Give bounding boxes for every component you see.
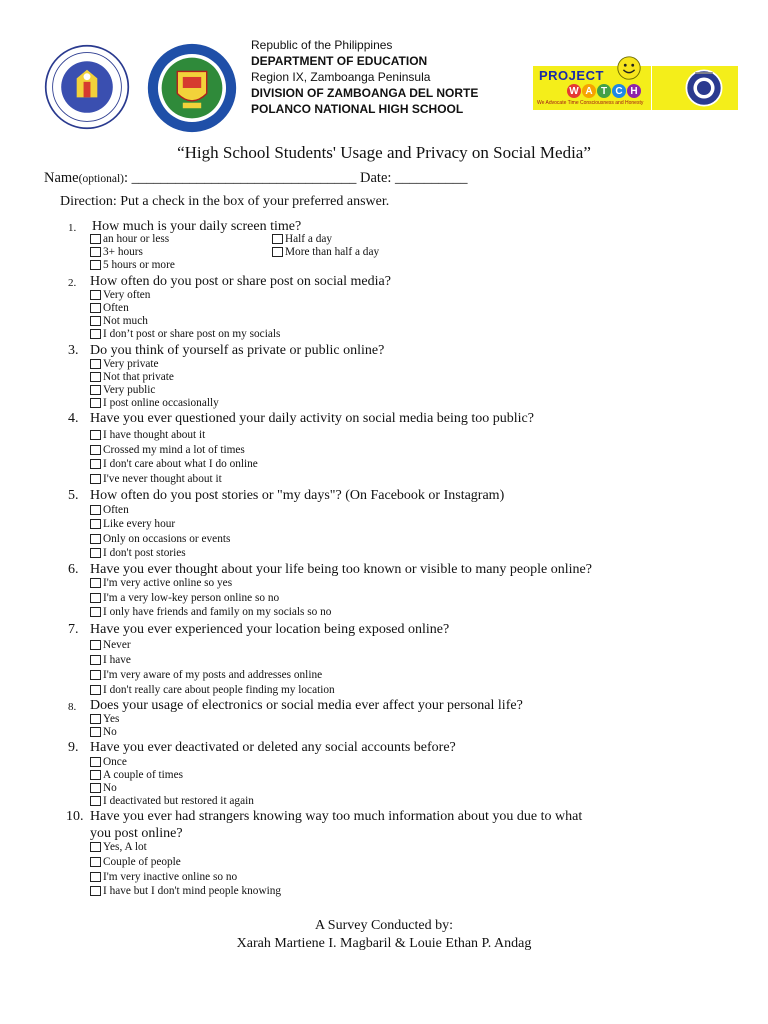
- checkbox[interactable]: [90, 872, 101, 882]
- answer-option-label: Often: [103, 504, 129, 516]
- answer-option-label: I'm very active online so yes: [103, 577, 233, 589]
- answer-option-label: Crossed my mind a lot of times: [103, 444, 245, 456]
- checkbox[interactable]: [90, 303, 101, 313]
- checkbox[interactable]: [90, 578, 101, 588]
- question-number: 8.: [68, 701, 77, 713]
- checkbox[interactable]: [272, 247, 283, 257]
- survey-title: “High School Students' Usage and Privacy on Social Media”: [177, 143, 591, 162]
- answer-option[interactable]: [90, 782, 117, 794]
- name-label: Name: [44, 170, 79, 186]
- question-number: 7.: [68, 622, 79, 637]
- question-text-continued: you post online?: [90, 826, 183, 841]
- answer-option[interactable]: [90, 246, 143, 258]
- answer-option-label: Couple of people: [103, 856, 181, 868]
- checkbox[interactable]: [90, 359, 101, 369]
- answer-option[interactable]: [90, 533, 230, 545]
- checkbox[interactable]: [90, 783, 101, 793]
- answer-option[interactable]: [90, 259, 175, 271]
- checkbox[interactable]: [90, 247, 101, 257]
- checkbox[interactable]: [90, 260, 101, 270]
- answer-option[interactable]: [90, 592, 279, 604]
- checkbox[interactable]: [90, 372, 101, 382]
- footer: [0, 917, 768, 953]
- answer-option[interactable]: [90, 518, 175, 530]
- checkbox[interactable]: [90, 290, 101, 300]
- answer-option-label: I don't really care about people finding my location: [103, 684, 335, 696]
- watch-letter: C: [612, 84, 626, 98]
- answer-option[interactable]: [90, 841, 147, 853]
- answer-option-label: I have thought about it: [103, 429, 206, 441]
- answer-option[interactable]: [90, 713, 119, 725]
- answer-option-label: No: [103, 782, 117, 794]
- answer-option-label: Often: [103, 302, 129, 314]
- answer-option[interactable]: [90, 654, 131, 666]
- watch-letter: W: [567, 84, 581, 98]
- header-school: POLANCO NATIONAL HIGH SCHOOL: [251, 102, 464, 116]
- name-date-line: [44, 170, 468, 187]
- answer-option[interactable]: [272, 233, 332, 245]
- answer-option[interactable]: [90, 856, 181, 868]
- answer-option-label: Never: [103, 639, 131, 651]
- watch-letter: A: [582, 84, 596, 98]
- checkbox[interactable]: [90, 593, 101, 603]
- question-text: Have you ever experienced your location being exposed online?: [90, 622, 450, 637]
- answer-option-label: Not much: [103, 315, 148, 327]
- footer-authors: Xarah Martiene I. Magbaril & Louie Ethan P. Andag: [236, 936, 532, 951]
- answer-option-label: I have but I don't mind people knowing: [103, 885, 282, 897]
- answer-option-label: I've never thought about it: [103, 473, 222, 485]
- project-tagline: We Advocate Time Consciousness and Honesty: [537, 100, 644, 106]
- date-label[interactable]: Date: __________: [356, 170, 468, 186]
- header-deped: DEPARTMENT OF EDUCATION: [251, 54, 428, 68]
- answer-option[interactable]: [90, 504, 129, 516]
- checkbox[interactable]: [90, 385, 101, 395]
- checkbox[interactable]: [90, 714, 101, 724]
- header-division: DIVISION OF ZAMBOANGA DEL NORTE: [251, 86, 479, 100]
- answer-option-label: I only have friends and family on my socials so no: [103, 606, 332, 618]
- checkbox[interactable]: [90, 727, 101, 737]
- name-blank[interactable]: : _______________________________: [123, 170, 357, 186]
- answer-option[interactable]: [90, 444, 245, 456]
- answer-option[interactable]: [90, 756, 127, 768]
- checkbox[interactable]: [90, 234, 101, 244]
- checkbox[interactable]: [90, 842, 101, 852]
- question-text: Have you ever questioned your daily activity on social media being too public?: [90, 411, 534, 426]
- question-number: 3.: [68, 343, 79, 358]
- school-seal-icon: [146, 42, 238, 134]
- header-text: [251, 37, 478, 117]
- checkbox[interactable]: [90, 316, 101, 326]
- question-number: 1.: [68, 222, 77, 234]
- answer-option-label: I'm a very low-key person online so no: [103, 592, 280, 604]
- watch-letter: H: [627, 84, 641, 98]
- answer-option[interactable]: [90, 577, 232, 589]
- smiley-icon: [615, 54, 643, 82]
- answer-option[interactable]: [90, 885, 281, 897]
- answer-option-label: Very public: [103, 384, 156, 396]
- answer-option[interactable]: [90, 233, 169, 245]
- checkbox[interactable]: [90, 655, 101, 665]
- answer-option[interactable]: [90, 302, 129, 314]
- name-optional-label: (optional): [78, 173, 124, 185]
- footer-conducted-by: A Survey Conducted by:: [314, 918, 454, 933]
- checkbox[interactable]: [90, 329, 101, 339]
- answer-option[interactable]: [272, 246, 379, 258]
- question-text: Have you ever deactivated or deleted any social accounts before?: [90, 740, 456, 755]
- answer-option[interactable]: [90, 769, 183, 781]
- watch-letter: T: [597, 84, 611, 98]
- answer-option-label: Half a day: [285, 233, 333, 245]
- answer-option[interactable]: [90, 358, 159, 370]
- deped-seal-icon: [44, 44, 130, 130]
- answer-option[interactable]: [90, 371, 174, 383]
- answer-option[interactable]: [90, 606, 331, 618]
- answer-option-label: I don't post stories: [103, 547, 186, 559]
- answer-option-label: No: [103, 726, 117, 738]
- checkbox[interactable]: [272, 234, 283, 244]
- answer-option-label: Yes, A lot: [103, 841, 147, 853]
- answer-option-label: I'm very inactive online so no: [103, 871, 238, 883]
- answer-option-label: I don't care about what I do online: [103, 458, 258, 470]
- answer-option[interactable]: [90, 384, 155, 396]
- answer-option[interactable]: [90, 289, 150, 301]
- checkbox[interactable]: [90, 770, 101, 780]
- question-number: 10.: [66, 809, 84, 824]
- checkbox[interactable]: [90, 857, 101, 867]
- question-number: 2.: [68, 277, 77, 289]
- answer-option[interactable]: [90, 726, 117, 738]
- project-title: PROJECT: [539, 68, 604, 83]
- answer-option-label: Like every hour: [103, 518, 176, 530]
- answer-option-label: an hour or less: [103, 233, 170, 245]
- school-badge-icon: [682, 66, 726, 110]
- answer-option-label: Not that private: [103, 371, 174, 383]
- answer-option[interactable]: [90, 397, 219, 409]
- answer-option-label: Once: [103, 756, 127, 768]
- checkbox[interactable]: [90, 505, 101, 515]
- answer-option[interactable]: [90, 795, 254, 807]
- answer-option-label: 3+ hours: [103, 246, 143, 258]
- checkbox[interactable]: [90, 796, 101, 806]
- question-text: How often do you post or share post on social media?: [90, 274, 391, 289]
- checkbox[interactable]: [90, 474, 101, 484]
- answer-option-label: A couple of times: [103, 769, 184, 781]
- question-number: 5.: [68, 488, 79, 503]
- answer-option-label: I post online occasionally: [103, 397, 219, 409]
- answer-option-label: Very often: [103, 289, 151, 301]
- answer-option[interactable]: [90, 547, 186, 559]
- question-text: Do you think of yourself as private or public online?: [90, 343, 385, 358]
- answer-option[interactable]: [90, 669, 322, 681]
- checkbox[interactable]: [90, 757, 101, 767]
- checkbox[interactable]: [90, 670, 101, 680]
- header-region: Region IX, Zamboanga Peninsula: [251, 70, 431, 84]
- answer-option-label: I'm very aware of my posts and addresses online: [103, 669, 323, 681]
- answer-option-label: Only on occasions or events: [103, 533, 231, 545]
- question-number: 9.: [68, 740, 79, 755]
- checkbox[interactable]: [90, 640, 101, 650]
- question-text: How much is your daily screen time?: [92, 219, 302, 234]
- checkbox[interactable]: [90, 519, 101, 529]
- checkbox[interactable]: [90, 398, 101, 408]
- question-number: 4.: [68, 411, 79, 426]
- answer-option[interactable]: [90, 429, 205, 441]
- question-text: Have you ever thought about your life being too known or visible to many people online?: [90, 562, 592, 577]
- answer-option-label: I deactivated but restored it again: [103, 795, 254, 807]
- answer-option-label: 5 hours or more: [103, 259, 175, 271]
- question-text: Have you ever had strangers knowing way too much information about you due to what: [90, 809, 583, 824]
- answer-option[interactable]: [90, 684, 335, 696]
- answer-option-label: I don’t post or share post on my socials: [103, 328, 281, 340]
- answer-option[interactable]: [90, 458, 258, 470]
- checkbox[interactable]: [90, 430, 101, 440]
- checkbox[interactable]: [90, 445, 101, 455]
- answer-option[interactable]: [90, 639, 131, 651]
- answer-option-label: More than half a day: [285, 246, 380, 258]
- checkbox[interactable]: [90, 607, 101, 617]
- checkbox[interactable]: [90, 548, 101, 558]
- answer-option-label: Very private: [103, 358, 159, 370]
- answer-option[interactable]: [90, 328, 280, 340]
- question-text: Does your usage of electronics or social media ever affect your personal life?: [90, 698, 523, 713]
- question-number: 6.: [68, 562, 79, 577]
- watch-letters: [567, 84, 641, 98]
- checkbox[interactable]: [90, 459, 101, 469]
- checkbox[interactable]: [90, 534, 101, 544]
- checkbox[interactable]: [90, 685, 101, 695]
- answer-option[interactable]: [90, 473, 222, 485]
- header-republic: Republic of the Philippines: [251, 38, 393, 52]
- checkbox[interactable]: [90, 886, 101, 896]
- answer-option-label: Yes: [103, 713, 120, 725]
- answer-option[interactable]: [90, 315, 148, 327]
- answer-option-label: I have: [103, 654, 131, 666]
- question-text: How often do you post stories or "my days"? (On Facebook or Instagram): [90, 488, 505, 503]
- answer-option[interactable]: [90, 871, 237, 883]
- direction-text: Direction: Put a check in the box of your preferred answer.: [60, 194, 390, 209]
